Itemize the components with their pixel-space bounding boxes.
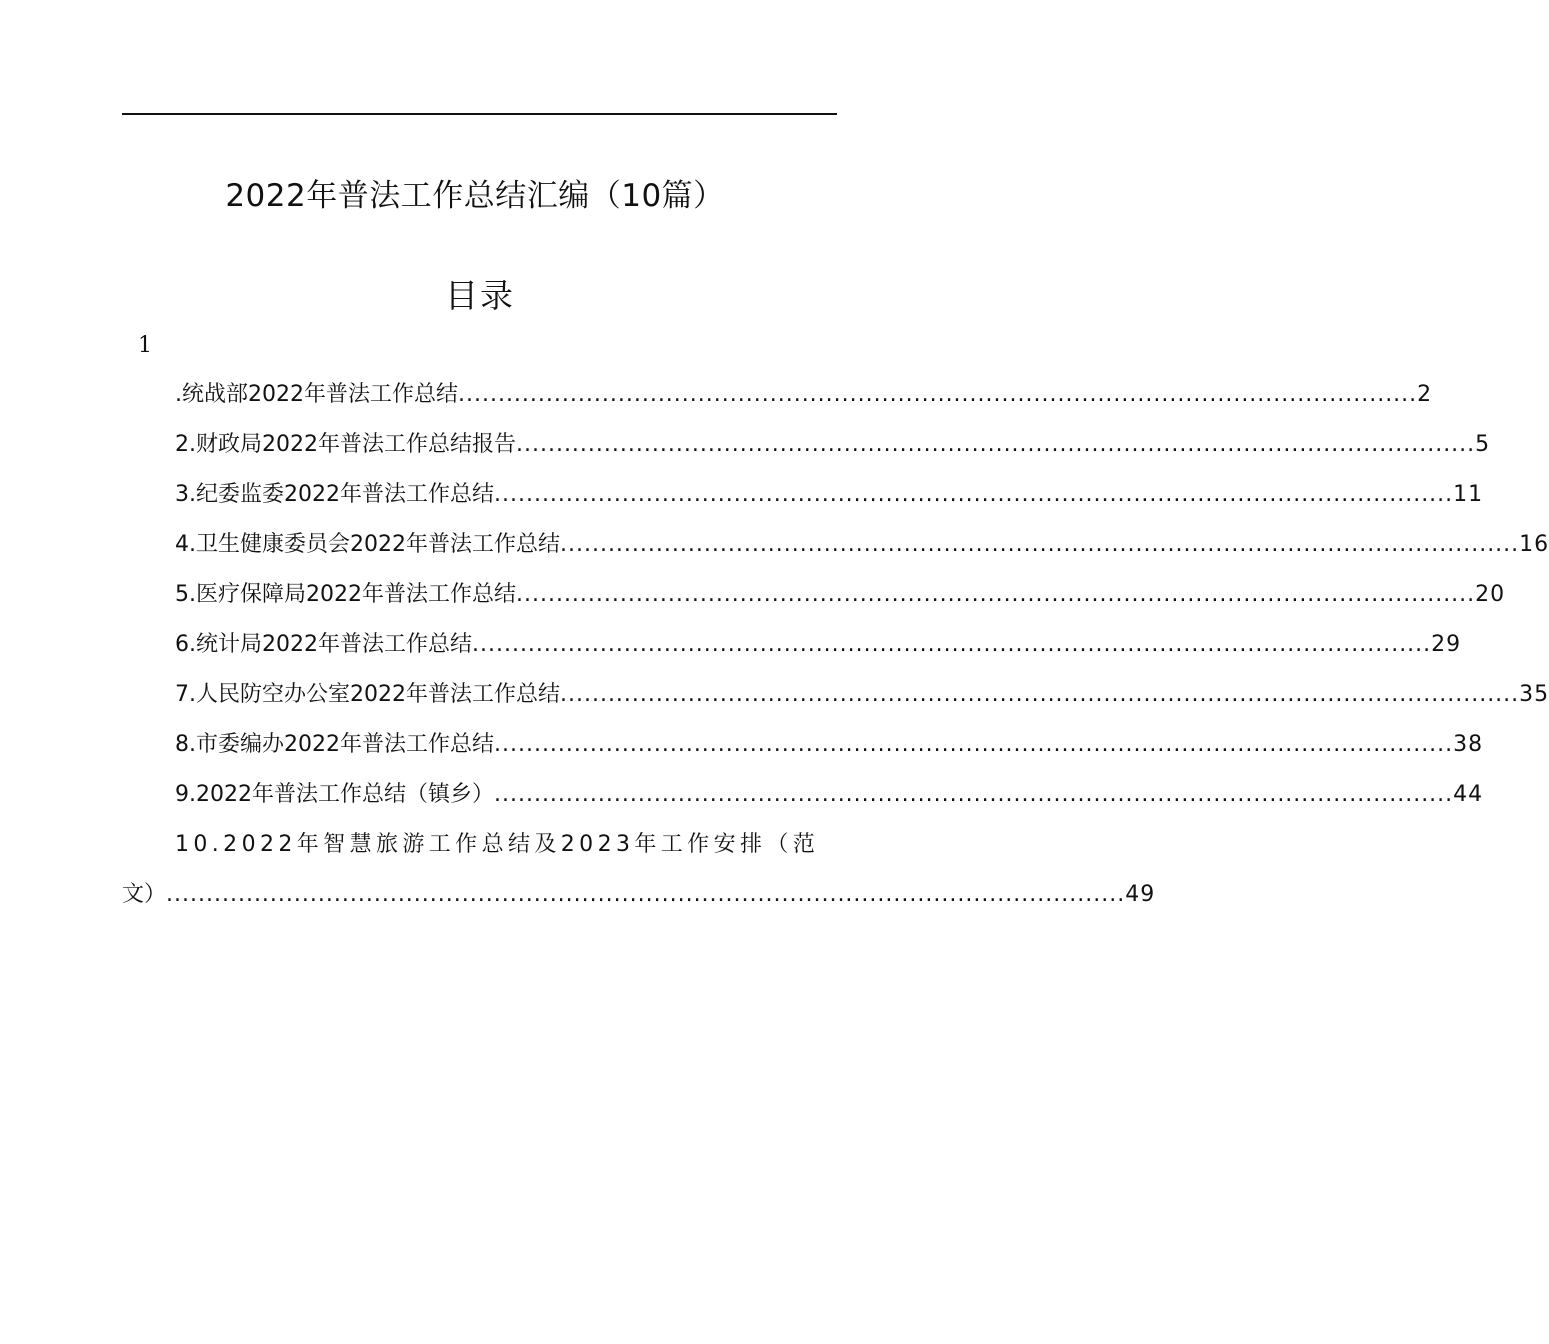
toc-entry-text: 9.2022年普法工作总结（镇乡） bbox=[175, 782, 494, 807]
toc-entry-last-line2[interactable] bbox=[122, 870, 1156, 920]
toc-leader-dots: ........................................................................................................................ bbox=[515, 582, 1476, 607]
toc-page-number: 16 bbox=[1519, 532, 1549, 557]
toc-entry[interactable] bbox=[122, 620, 1462, 670]
toc-leader-dots: ........................................................................................................................ bbox=[515, 432, 1476, 457]
toc-leader-dots: ........................................................................................................................ bbox=[493, 782, 1454, 807]
toc-entry-text: 文） bbox=[122, 882, 167, 907]
toc-leader-dots: ........................................................................................................................ bbox=[166, 882, 1126, 907]
toc-page-number: 20 bbox=[1475, 582, 1506, 607]
toc-entry-last-line1[interactable]: 10.2022年智慧旅游工作总结及2023年工作安排（范 bbox=[175, 832, 820, 857]
toc-entry[interactable] bbox=[122, 420, 1491, 470]
toc-entry[interactable] bbox=[122, 570, 1506, 620]
toc-entry-text: 3.纪委监委2022年普法工作总结 bbox=[175, 482, 494, 507]
toc-entry-text: 5.医疗保障局2022年普法工作总结 bbox=[175, 582, 516, 607]
toc-entry[interactable] bbox=[122, 520, 1549, 570]
table-of-contents bbox=[122, 370, 1549, 920]
toc-heading: 目录 bbox=[445, 276, 515, 315]
toc-page-number: 44 bbox=[1453, 782, 1484, 807]
toc-entry-text: 2.财政局2022年普法工作总结报告 bbox=[175, 432, 516, 457]
document-title: 2022年普法工作总结汇编（10篇） bbox=[225, 178, 725, 214]
toc-page-number: 35 bbox=[1519, 682, 1549, 707]
toc-page-number: 38 bbox=[1453, 732, 1484, 757]
toc-page-number: 49 bbox=[1125, 882, 1156, 907]
toc-leader-dots: ........................................................................................................................ bbox=[493, 732, 1454, 757]
toc-entry[interactable] bbox=[122, 470, 1484, 520]
toc-entry[interactable] bbox=[122, 670, 1549, 720]
toc-entry[interactable] bbox=[122, 770, 1484, 820]
header-rule bbox=[122, 113, 837, 115]
toc-entry[interactable] bbox=[122, 370, 1433, 420]
toc-page-number: 5 bbox=[1475, 432, 1491, 457]
toc-page-number: 2 bbox=[1417, 382, 1433, 407]
toc-entry-text: 8.市委编办2022年普法工作总结 bbox=[175, 732, 494, 757]
toc-entry-text: 6.统计局2022年普法工作总结 bbox=[175, 632, 472, 657]
toc-leader-dots: ........................................................................................................................ bbox=[493, 482, 1454, 507]
toc-leader-dots: ........................................................................................................................ bbox=[559, 682, 1520, 707]
toc-page-number: 11 bbox=[1453, 482, 1484, 507]
toc-leader-dots: ........................................................................................................................ bbox=[471, 632, 1432, 657]
toc-entry-text: .统战部2022年普法工作总结 bbox=[175, 382, 458, 407]
toc-leader-dots: ........................................................................................................................ bbox=[559, 532, 1520, 557]
toc-entry-text: 7.人民防空办公室2022年普法工作总结 bbox=[175, 682, 560, 707]
toc-entry[interactable] bbox=[122, 720, 1484, 770]
toc-leader-dots: ........................................................................................................................ bbox=[457, 382, 1418, 407]
toc-entry-text: 4.卫生健康委员会2022年普法工作总结 bbox=[175, 532, 560, 557]
toc-page-number: 29 bbox=[1431, 632, 1462, 657]
stray-number: 1 bbox=[138, 333, 152, 358]
